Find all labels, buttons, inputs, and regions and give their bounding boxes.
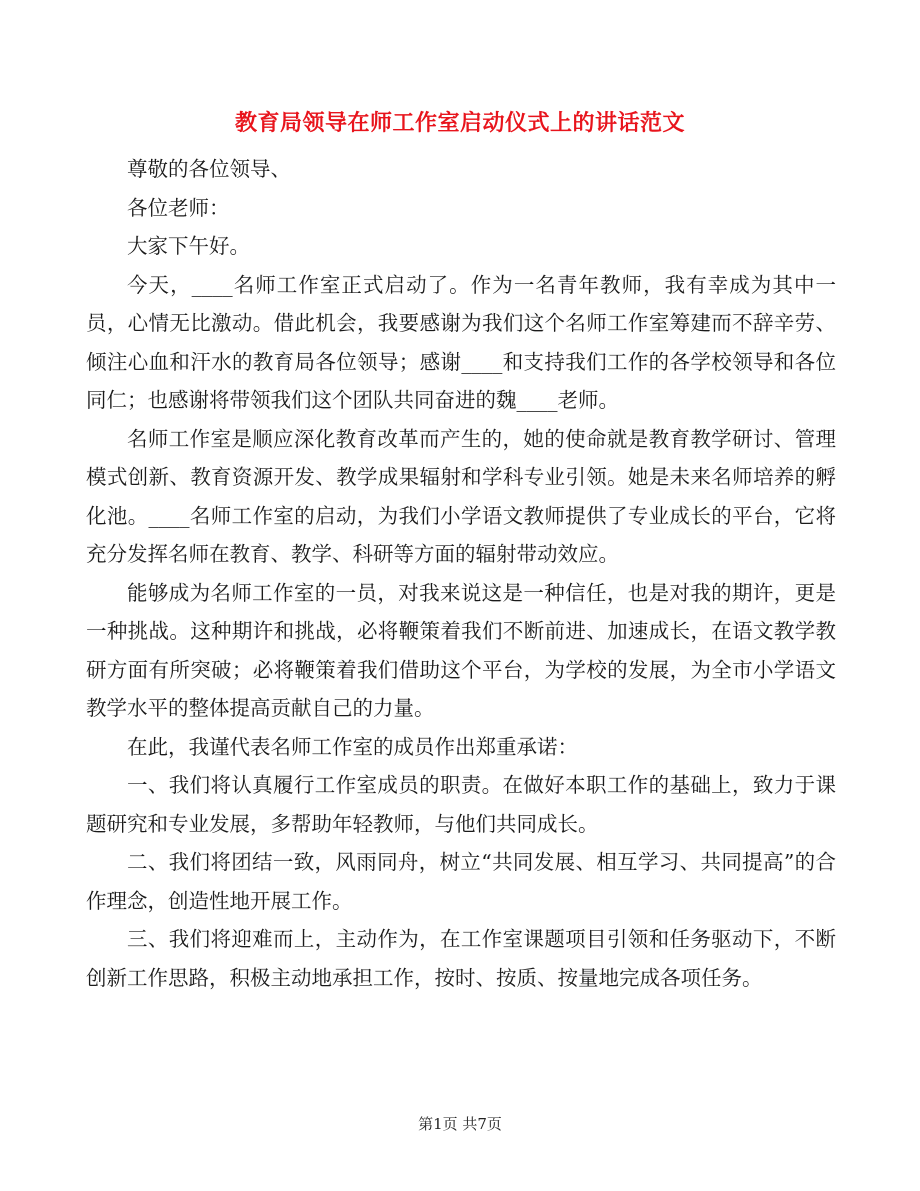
- commitment-item-1: 一、我们将认真履行工作室成员的职责。在做好本职工作的基础上，致力于课题研究和专业发展，多帮助年轻教师，与他们共同成长。: [86, 773, 836, 836]
- page-number-footer: 第1页 共7页: [418, 1115, 502, 1133]
- body-paragraph: 今天，____名师工作室正式启动了。作为一名青年教师，我有幸成为其中一员，心情无比激动。借此机会，我要感谢为我们这个名师工作室筹建而不辞辛劳、倾注心血和汗水的教育局各位领导；感谢____和支持我们工作的各学校领导和各位同仁；也感谢将带领我们这个团队共同奋进的魏____老师。: [86, 272, 836, 412]
- body-paragraph: 在此，我谨代表名师工作室的成员作出郑重承诺：: [127, 734, 578, 759]
- document-title: 教育局领导在师工作室启动仪式上的讲话范文: [234, 111, 685, 136]
- salutation-line-2: 各位老师：: [127, 195, 230, 220]
- body-paragraph: 名师工作室是顺应深化教育改革而产生的，她的使命就是教育教学研讨、管理模式创新、教育资源开发、教学成果辐射和学科专业引领。她是未来名师培养的孵化池。____名师工作室的启动，为我们小学语文教师提供了专业成长的平台，它将充分发挥名师在教育、教学、科研等方面的辐射带动效应。: [86, 426, 836, 566]
- document-body: [86, 150, 836, 997]
- greeting-paragraph: 大家下午好。: [127, 234, 250, 258]
- salutation-line-1: 尊敬的各位领导、: [127, 157, 291, 181]
- commitment-item-2: 二、我们将团结一致，风雨同舟，树立“共同发展、相互学习、共同提高”的合作理念，创造性地开展工作。: [86, 850, 836, 913]
- body-paragraph: 能够成为名师工作室的一员，对我来说这是一种信任，也是对我的期许，更是一种挑战。这种期许和挑战，必将鞭策着我们不断前进、加速成长，在语文教学教研方面有所突破；必将鞭策着我们借助这个平台，为学校的发展，为全市小学语文教学水平的整体提高贡献自己的力量。: [86, 580, 836, 720]
- commitment-item-3: 三、我们将迎难而上，主动作为，在工作室课题项目引领和任务驱动下，不断创新工作思路，积极主动地承担工作，按时、按质、按量地完成各项任务。: [86, 927, 836, 990]
